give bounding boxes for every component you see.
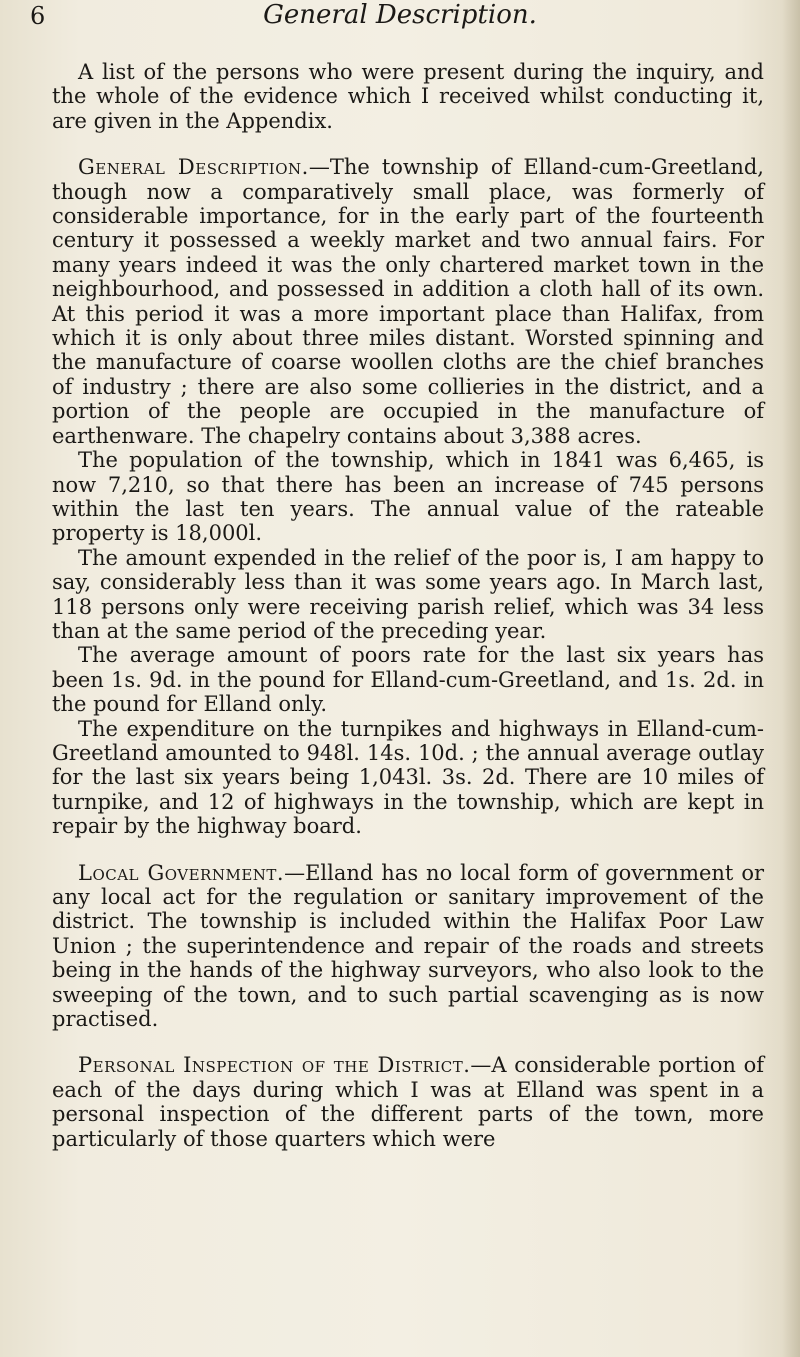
page-number: 6 [30,2,46,30]
local-government-text: —Elland has no local form of government or any local act for the regulation or sanitary improvement of the district. The township is included within the Halifax Poor Law Union ; the superintendence and repair of the roads and streets being in the hands of the highway surveyors, who also look to the sweeping of the town, and to such partial scavenging as is now practised. [52,860,765,1032]
paragraph-general-description [52,155,764,448]
section-heading-personal-inspection: Personal Inspection of the District. [78,1053,471,1078]
page-title: General Description. [263,0,537,30]
section-heading-general-description: General Description. [78,155,309,180]
running-head [0,0,800,40]
general-description-text: —The township of Elland-cum-Greetland, though now a comparatively small place, was formerly of considerable importance, for in the early part of the fourteenth century it possessed a weekly market and two annual fairs. For many years indeed it was the only chartered market town in the neighbourhood, and possessed in addition a cloth hall of its own. At this period it was a more important place than Halifax, from which it is only about three miles distant. Worsted spinning and the manufacture of coarse woollen cloths are the chief branches of industry ; there are also some collieries in the district, and a portion of the people are occupied in the manufacture of earthenware. The chapelry contains about 3,388 acres. [52,155,764,448]
page-edge-shadow [782,0,800,1357]
paragraph-poors-rate: The average amount of poors rate for the last six years has been 1s. 9d. in the pound for Elland-cum-Greetland, and 1s. 2d. in the pound for Elland only. [52,643,764,717]
body-text [52,60,764,1151]
paragraph-personal-inspection [52,1053,764,1151]
paragraph-highways: The expenditure on the turnpikes and highways in Elland-cum-Greetland amounted to 948l. 14s. 10d. ; the annual average outlay for the last six years being 1,043l. 3s. 2d. There are 10 miles of turnpike, and 12 of highways in the township, which are kept in repair by the highway board. [52,716,764,839]
paragraph-local-government [52,861,764,1032]
paragraph-population: The population of the township, which in 1841 was 6,465, is now 7,210, so that there has been an increase of 745 persons within the last ten years. The annual value of the rateable property is 18,000l. [52,448,764,546]
section-heading-local-government: Local Government. [78,860,285,885]
paragraph-poor-relief: The amount expended in the relief of the poor is, I am happy to say, considerably less than it was some years ago. In March last, 118 persons only were receiving parish relief, which was 34 less than at the same period of the preceding year. [52,545,764,643]
paragraph-intro: A list of the persons who were present during the inquiry, and the whole of the evidence which I received whilst conducting it, are given in the Appendix. [52,60,764,133]
personal-inspection-text: —A considerable portion of each of the days during which I was at Elland was spent in a personal inspection of the different parts of the town, more particularly of those quarters which were [52,1053,765,1151]
